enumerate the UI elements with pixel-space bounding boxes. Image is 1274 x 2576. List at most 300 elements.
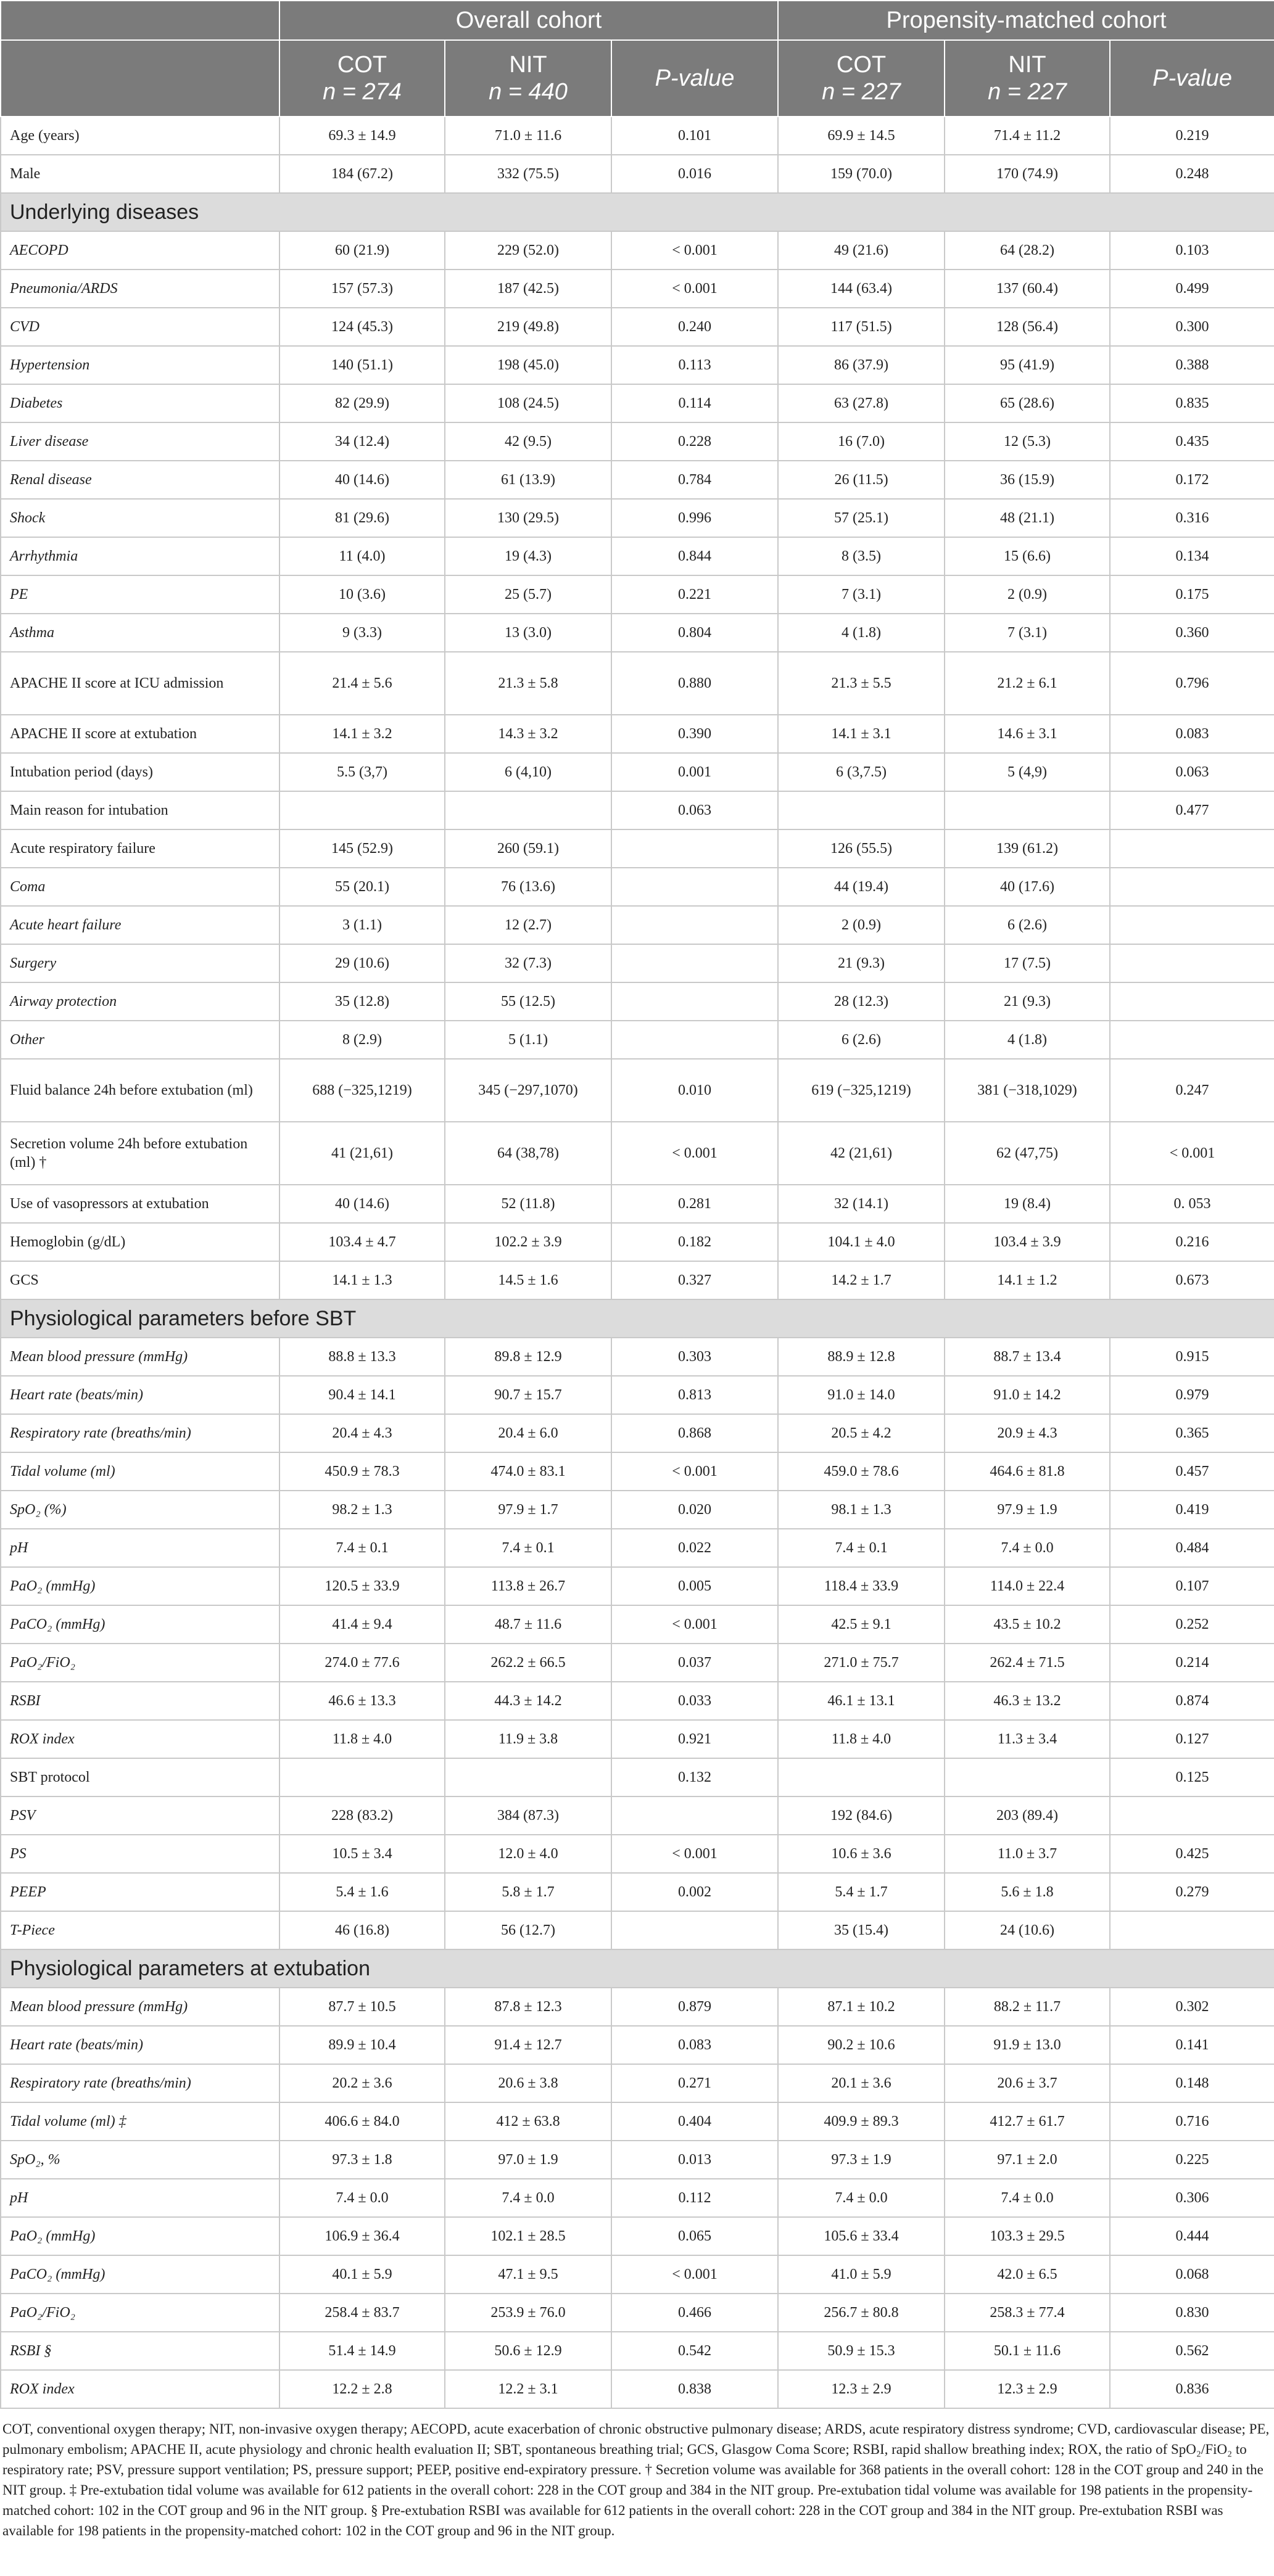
row-label: T-Piece — [1, 1911, 279, 1949]
table-cell: 0.063 — [611, 791, 778, 829]
table-cell: 7.4 ± 0.0 — [445, 2179, 611, 2217]
table-cell: 0.175 — [1110, 575, 1274, 614]
table-cell — [611, 1911, 778, 1949]
row-label: Liver disease — [1, 422, 279, 461]
table-cell: 0.306 — [1110, 2179, 1274, 2217]
table-cell: 35 (12.8) — [279, 982, 445, 1021]
table-cell: 4 (1.8) — [945, 1021, 1110, 1059]
row-label: Mean blood pressure (mmHg) — [1, 1988, 279, 2026]
table-cell: 14.1 ± 1.3 — [279, 1261, 445, 1299]
row-label: Surgery — [1, 944, 279, 982]
table-cell — [778, 1758, 945, 1796]
row-label: Hemoglobin (g/dL) — [1, 1223, 279, 1261]
table-cell: 12.3 ± 2.9 — [778, 2370, 945, 2408]
table-cell: 48 (21.1) — [945, 499, 1110, 537]
table-cell: 0.838 — [611, 2370, 778, 2408]
table-cell: 7.4 ± 0.1 — [778, 1529, 945, 1567]
table-cell: 7.4 ± 0.0 — [945, 2179, 1110, 2217]
column-group-label: NIT — [1008, 52, 1046, 78]
row-label: Age (years) — [1, 117, 279, 155]
table-cell: 0.248 — [1110, 155, 1274, 193]
table-cell: 34 (12.4) — [279, 422, 445, 461]
table-cell: 97.3 ± 1.9 — [778, 2141, 945, 2179]
table-cell: 0.219 — [1110, 117, 1274, 155]
table-cell: 40.1 ± 5.9 — [279, 2255, 445, 2294]
table-cell — [945, 791, 1110, 829]
table-cell: 409.9 ± 89.3 — [778, 2102, 945, 2141]
table-cell: 459.0 ± 78.6 — [778, 1452, 945, 1491]
table-row — [1, 308, 1274, 346]
table-cell: 91.0 ± 14.0 — [778, 1376, 945, 1414]
table-cell — [1110, 1021, 1274, 1059]
column-header-pvalue-matched: P-value — [1110, 40, 1274, 117]
table-cell — [611, 944, 778, 982]
row-label: CVD — [1, 308, 279, 346]
row-label: Secretion volume 24h before extubation (ml) † — [1, 1122, 279, 1185]
table-cell: 61 (13.9) — [445, 461, 611, 499]
table-header — [1, 1, 1274, 117]
table-cell: 0.316 — [1110, 499, 1274, 537]
table-row — [1, 1122, 1274, 1185]
table-cell: 89.9 ± 10.4 — [279, 2026, 445, 2064]
table-row — [1, 1988, 1274, 2026]
table-cell — [1110, 1796, 1274, 1835]
table-cell: 0.879 — [611, 1988, 778, 2026]
table-cell: 20.4 ± 6.0 — [445, 1414, 611, 1452]
column-n-label: n = 440 — [489, 79, 568, 105]
table-body — [1, 117, 1274, 2408]
table-row — [1, 2370, 1274, 2408]
table-cell: 16 (7.0) — [778, 422, 945, 461]
table-row — [1, 231, 1274, 270]
table-cell: 88.8 ± 13.3 — [279, 1338, 445, 1376]
row-label: Intubation period (days) — [1, 753, 279, 791]
table-cell: 0.271 — [611, 2064, 778, 2102]
table-cell: < 0.001 — [1110, 1122, 1274, 1185]
table-cell — [611, 982, 778, 1021]
header-corner — [1, 1, 279, 40]
table-cell: 0.327 — [611, 1261, 778, 1299]
table-cell: 126 (55.5) — [778, 829, 945, 868]
table-cell: 0.542 — [611, 2332, 778, 2370]
table-cell: 103.4 ± 4.7 — [279, 1223, 445, 1261]
table-row — [1, 1567, 1274, 1605]
table-cell: 0.874 — [1110, 1682, 1274, 1720]
table-cell: 0.068 — [1110, 2255, 1274, 2294]
table-row — [1, 1644, 1274, 1682]
table-cell: 21 (9.3) — [778, 944, 945, 982]
table-cell: 29 (10.6) — [279, 944, 445, 982]
table-cell: 0.063 — [1110, 753, 1274, 791]
table-cell: 90.2 ± 10.6 — [778, 2026, 945, 2064]
table-cell: 98.1 ± 1.3 — [778, 1491, 945, 1529]
table-cell: 170 (74.9) — [945, 155, 1110, 193]
row-label: Fluid balance 24h before extubation (ml) — [1, 1059, 279, 1122]
table-cell: 0.125 — [1110, 1758, 1274, 1796]
table-cell: 17 (7.5) — [945, 944, 1110, 982]
row-label: PaO₂/FiO₂ — [1, 2294, 279, 2332]
table-cell: 57 (25.1) — [778, 499, 945, 537]
section-header-row — [1, 193, 1274, 231]
table-row — [1, 2064, 1274, 2102]
table-cell: 48.7 ± 11.6 — [445, 1605, 611, 1644]
table-row — [1, 2141, 1274, 2179]
table-cell: 7 (3.1) — [778, 575, 945, 614]
table-cell: 0.134 — [1110, 537, 1274, 575]
table-cell: 50.1 ± 11.6 — [945, 2332, 1110, 2370]
row-label: Renal disease — [1, 461, 279, 499]
table-cell: 12.3 ± 2.9 — [945, 2370, 1110, 2408]
table-cell: < 0.001 — [611, 231, 778, 270]
table-cell: 35 (15.4) — [778, 1911, 945, 1949]
table-cell: 140 (51.1) — [279, 346, 445, 384]
table-cell: 124 (45.3) — [279, 308, 445, 346]
table-cell: 102.1 ± 28.5 — [445, 2217, 611, 2255]
row-label: Mean blood pressure (mmHg) — [1, 1338, 279, 1376]
table-cell: 97.9 ± 1.9 — [945, 1491, 1110, 1529]
row-label: AECOPD — [1, 231, 279, 270]
table-row — [1, 499, 1274, 537]
table-cell: 619 (−325,1219) — [778, 1059, 945, 1122]
table-cell: 0.112 — [611, 2179, 778, 2217]
table-cell: 108 (24.5) — [445, 384, 611, 422]
table-cell: 20.2 ± 3.6 — [279, 2064, 445, 2102]
table-cell — [611, 829, 778, 868]
table-cell: 0.247 — [1110, 1059, 1274, 1122]
table-cell: 0.037 — [611, 1644, 778, 1682]
table-cell: 87.8 ± 12.3 — [445, 1988, 611, 2026]
table-row — [1, 2255, 1274, 2294]
table-cell: 98.2 ± 1.3 — [279, 1491, 445, 1529]
table-cell: 90.7 ± 15.7 — [445, 1376, 611, 1414]
table-cell: 5 (1.1) — [445, 1021, 611, 1059]
table-cell: 62 (47,75) — [945, 1122, 1110, 1185]
table-cell: 0.390 — [611, 715, 778, 753]
table-cell: 7.4 ± 0.0 — [945, 1529, 1110, 1567]
table-cell: 86 (37.9) — [778, 346, 945, 384]
row-label: ROX index — [1, 1720, 279, 1758]
table-row — [1, 1911, 1274, 1949]
table-cell: 260 (59.1) — [445, 829, 611, 868]
table-cell: 11.8 ± 4.0 — [279, 1720, 445, 1758]
table-cell: 11.8 ± 4.0 — [778, 1720, 945, 1758]
table-cell: 5.6 ± 1.8 — [945, 1873, 1110, 1911]
table-cell: 0.127 — [1110, 1720, 1274, 1758]
row-label: PEEP — [1, 1873, 279, 1911]
table-cell: 0.033 — [611, 1682, 778, 1720]
table-row — [1, 422, 1274, 461]
table-cell: 14.1 ± 1.2 — [945, 1261, 1110, 1299]
table-cell: 274.0 ± 77.6 — [279, 1644, 445, 1682]
table-cell: 26 (11.5) — [778, 461, 945, 499]
table-cell: 41.4 ± 9.4 — [279, 1605, 445, 1644]
table-cell: 0.279 — [1110, 1873, 1274, 1911]
table-cell: 0.435 — [1110, 422, 1274, 461]
table-cell: 60 (21.9) — [279, 231, 445, 270]
row-label: PS — [1, 1835, 279, 1873]
table-cell: 464.6 ± 81.8 — [945, 1452, 1110, 1491]
table-cell: 412.7 ± 61.7 — [945, 2102, 1110, 2141]
row-label: Diabetes — [1, 384, 279, 422]
table-cell: 42.0 ± 6.5 — [945, 2255, 1110, 2294]
table-cell: 88.9 ± 12.8 — [778, 1338, 945, 1376]
table-row — [1, 1185, 1274, 1223]
column-n-label: n = 274 — [323, 79, 402, 105]
table-cell: 0.457 — [1110, 1452, 1274, 1491]
table-cell: 81 (29.6) — [279, 499, 445, 537]
table-cell: 345 (−297,1070) — [445, 1059, 611, 1122]
row-label: PSV — [1, 1796, 279, 1835]
table-cell: 0.996 — [611, 499, 778, 537]
row-label: SBT protocol — [1, 1758, 279, 1796]
table-cell: 128 (56.4) — [945, 308, 1110, 346]
table-cell: 46.1 ± 13.1 — [778, 1682, 945, 1720]
table-row — [1, 1873, 1274, 1911]
table-cell: 7 (3.1) — [945, 614, 1110, 652]
row-label: Airway protection — [1, 982, 279, 1021]
table-cell: 105.6 ± 33.4 — [778, 2217, 945, 2255]
table-cell: 130 (29.5) — [445, 499, 611, 537]
table-cell: 0.113 — [611, 346, 778, 384]
table-cell: 0.796 — [1110, 652, 1274, 715]
table-cell: 203 (89.4) — [945, 1796, 1110, 1835]
table-cell — [611, 1796, 778, 1835]
table-cell: 41 (21,61) — [279, 1122, 445, 1185]
table-cell: 103.3 ± 29.5 — [945, 2217, 1110, 2255]
table-cell: 97.1 ± 2.0 — [945, 2141, 1110, 2179]
table-cell: 21.2 ± 6.1 — [945, 652, 1110, 715]
row-label: PaCO₂ (mmHg) — [1, 2255, 279, 2294]
table-cell: 20.6 ± 3.8 — [445, 2064, 611, 2102]
table-cell: 0.466 — [611, 2294, 778, 2332]
section-title: Physiological parameters before SBT — [1, 1299, 1274, 1338]
row-label: pH — [1, 2179, 279, 2217]
row-label: Main reason for intubation — [1, 791, 279, 829]
table-cell: 52 (11.8) — [445, 1185, 611, 1223]
row-label: RSBI — [1, 1682, 279, 1720]
table-row — [1, 652, 1274, 715]
table-cell — [1110, 944, 1274, 982]
table-cell: 11.9 ± 3.8 — [445, 1720, 611, 1758]
table-cell: 13 (3.0) — [445, 614, 611, 652]
table-cell: 0.477 — [1110, 791, 1274, 829]
row-label: RSBI § — [1, 2332, 279, 2370]
table-cell: 137 (60.4) — [945, 270, 1110, 308]
table-row — [1, 868, 1274, 906]
table-cell — [279, 791, 445, 829]
row-label: PaCO₂ (mmHg) — [1, 1605, 279, 1644]
table-cell: 12.0 ± 4.0 — [445, 1835, 611, 1873]
table-cell: 50.9 ± 15.3 — [778, 2332, 945, 2370]
section-title: Underlying diseases — [1, 193, 1274, 231]
table-cell: 0.016 — [611, 155, 778, 193]
table-cell — [611, 868, 778, 906]
table-row — [1, 1059, 1274, 1122]
table-cell: 12.2 ± 2.8 — [279, 2370, 445, 2408]
row-label: Use of vasopressors at extubation — [1, 1185, 279, 1223]
table-cell: 44 (19.4) — [778, 868, 945, 906]
table-cell: 44.3 ± 14.2 — [445, 1682, 611, 1720]
table-cell: 0.281 — [611, 1185, 778, 1223]
table-cell: 42 (21,61) — [778, 1122, 945, 1185]
table-cell: 7.4 ± 0.0 — [778, 2179, 945, 2217]
table-cell: 103.4 ± 3.9 — [945, 1223, 1110, 1261]
table-cell: 0.005 — [611, 1567, 778, 1605]
table-cell: < 0.001 — [611, 270, 778, 308]
table-cell: 97.3 ± 1.8 — [279, 2141, 445, 2179]
table-cell: 0.425 — [1110, 1835, 1274, 1873]
table-cell — [1110, 982, 1274, 1021]
table-cell: 3 (1.1) — [279, 906, 445, 944]
table-cell: 0.001 — [611, 753, 778, 791]
table-cell: 0.020 — [611, 1491, 778, 1529]
table-row — [1, 270, 1274, 308]
column-group-label: COT — [836, 52, 887, 78]
table-cell: 12 (5.3) — [945, 422, 1110, 461]
row-label: PaO₂ (mmHg) — [1, 2217, 279, 2255]
table-cell: 20.9 ± 4.3 — [945, 1414, 1110, 1452]
table-cell: 11.0 ± 3.7 — [945, 1835, 1110, 1873]
table-cell: 0.182 — [611, 1223, 778, 1261]
table-cell: 159 (70.0) — [778, 155, 945, 193]
table-cell: 139 (61.2) — [945, 829, 1110, 868]
table-cell: 187 (42.5) — [445, 270, 611, 308]
table-cell: 0.240 — [611, 308, 778, 346]
row-label: SpO₂ (%) — [1, 1491, 279, 1529]
row-label: Heart rate (beats/min) — [1, 1376, 279, 1414]
table-cell: 0.300 — [1110, 308, 1274, 346]
table-cell: 40 (14.6) — [279, 1185, 445, 1223]
table-cell: 0.844 — [611, 537, 778, 575]
table-cell: 32 (7.3) — [445, 944, 611, 982]
table-cell: 0.132 — [611, 1758, 778, 1796]
row-label: pH — [1, 1529, 279, 1567]
table-row — [1, 982, 1274, 1021]
row-label: ROX index — [1, 2370, 279, 2408]
table-cell: 40 (17.6) — [945, 868, 1110, 906]
table-row — [1, 1605, 1274, 1644]
table-cell: 42.5 ± 9.1 — [778, 1605, 945, 1644]
table-cell: 46 (16.8) — [279, 1911, 445, 1949]
table-row — [1, 117, 1274, 155]
table-cell: 10.5 ± 3.4 — [279, 1835, 445, 1873]
table-cell — [279, 1758, 445, 1796]
table-cell: 11 (4.0) — [279, 537, 445, 575]
table-cell: 6 (3,7.5) — [778, 753, 945, 791]
table-cell: 145 (52.9) — [279, 829, 445, 868]
table-cell: 20.4 ± 4.3 — [279, 1414, 445, 1452]
table-cell: 42 (9.5) — [445, 422, 611, 461]
table-cell: 36 (15.9) — [945, 461, 1110, 499]
table-cell: 40 (14.6) — [279, 461, 445, 499]
table-cell: 47.1 ± 9.5 — [445, 2255, 611, 2294]
row-label: Tidal volume (ml) — [1, 1452, 279, 1491]
table-cell: 0.228 — [611, 422, 778, 461]
table-cell: 474.0 ± 83.1 — [445, 1452, 611, 1491]
table-row — [1, 1223, 1274, 1261]
table-cell: 5.5 (3,7) — [279, 753, 445, 791]
table-cell: 2 (0.9) — [945, 575, 1110, 614]
table-cell: 24 (10.6) — [945, 1911, 1110, 1949]
table-cell — [1110, 906, 1274, 944]
table-cell: 0.784 — [611, 461, 778, 499]
table-cell: 21.3 ± 5.8 — [445, 652, 611, 715]
table-row — [1, 753, 1274, 791]
table-cell: 91.4 ± 12.7 — [445, 2026, 611, 2064]
table-cell: 184 (67.2) — [279, 155, 445, 193]
table-cell: 0.172 — [1110, 461, 1274, 499]
row-label: Male — [1, 155, 279, 193]
table-cell: 0.010 — [611, 1059, 778, 1122]
table-cell — [1110, 868, 1274, 906]
table-cell: 0.083 — [611, 2026, 778, 2064]
row-label: Heart rate (beats/min) — [1, 2026, 279, 2064]
column-n-label: n = 227 — [822, 79, 901, 105]
table-row — [1, 1452, 1274, 1491]
table-cell: 11.3 ± 3.4 — [945, 1720, 1110, 1758]
table-cell: 9 (3.3) — [279, 614, 445, 652]
column-header-cot-matched — [778, 40, 945, 117]
table-row — [1, 1021, 1274, 1059]
table-cell: 412 ± 63.8 — [445, 2102, 611, 2141]
column-header-nit-matched — [945, 40, 1110, 117]
table-row — [1, 537, 1274, 575]
column-group-label: COT — [337, 52, 387, 78]
table-cell: 0.013 — [611, 2141, 778, 2179]
table-row — [1, 575, 1274, 614]
table-row — [1, 1835, 1274, 1873]
table-cell: 0.830 — [1110, 2294, 1274, 2332]
table-cell: 6 (2.6) — [778, 1021, 945, 1059]
table-cell: 7.4 ± 0.0 — [279, 2179, 445, 2217]
table-cell: 21 (9.3) — [945, 982, 1110, 1021]
table-cell: 5 (4,9) — [945, 753, 1110, 791]
row-label: Acute heart failure — [1, 906, 279, 944]
table-cell: 0.673 — [1110, 1261, 1274, 1299]
table-cell: 0.836 — [1110, 2370, 1274, 2408]
table-cell: 262.2 ± 66.5 — [445, 1644, 611, 1682]
table-cell: 76 (13.6) — [445, 868, 611, 906]
table-cell: 0.921 — [611, 1720, 778, 1758]
table-cell: 0.002 — [611, 1873, 778, 1911]
table-cell: 0.022 — [611, 1529, 778, 1567]
table-cell: 102.2 ± 3.9 — [445, 1223, 611, 1261]
table-row — [1, 944, 1274, 982]
row-label: GCS — [1, 1261, 279, 1299]
table-cell: 89.8 ± 12.9 — [445, 1338, 611, 1376]
table-cell: 28 (12.3) — [778, 982, 945, 1021]
table-cell: 95 (41.9) — [945, 346, 1110, 384]
table-cell: 6 (2.6) — [945, 906, 1110, 944]
column-n-label: n = 227 — [988, 79, 1067, 105]
table-cell: 5.4 ± 1.6 — [279, 1873, 445, 1911]
row-label: Other — [1, 1021, 279, 1059]
table-cell: 118.4 ± 33.9 — [778, 1567, 945, 1605]
table-cell: 2 (0.9) — [778, 906, 945, 944]
table-cell: 258.4 ± 83.7 — [279, 2294, 445, 2332]
row-label: PE — [1, 575, 279, 614]
table-cell: 0.101 — [611, 117, 778, 155]
table-cell: 88.2 ± 11.7 — [945, 1988, 1110, 2026]
table-row — [1, 1720, 1274, 1758]
table-cell: 63 (27.8) — [778, 384, 945, 422]
row-label: Respiratory rate (breaths/min) — [1, 1414, 279, 1452]
table-cell: 0.804 — [611, 614, 778, 652]
table-cell: 0.083 — [1110, 715, 1274, 753]
table-cell: 0.404 — [611, 2102, 778, 2141]
table-cell: 5.8 ± 1.7 — [445, 1873, 611, 1911]
row-label: Acute respiratory failure — [1, 829, 279, 868]
